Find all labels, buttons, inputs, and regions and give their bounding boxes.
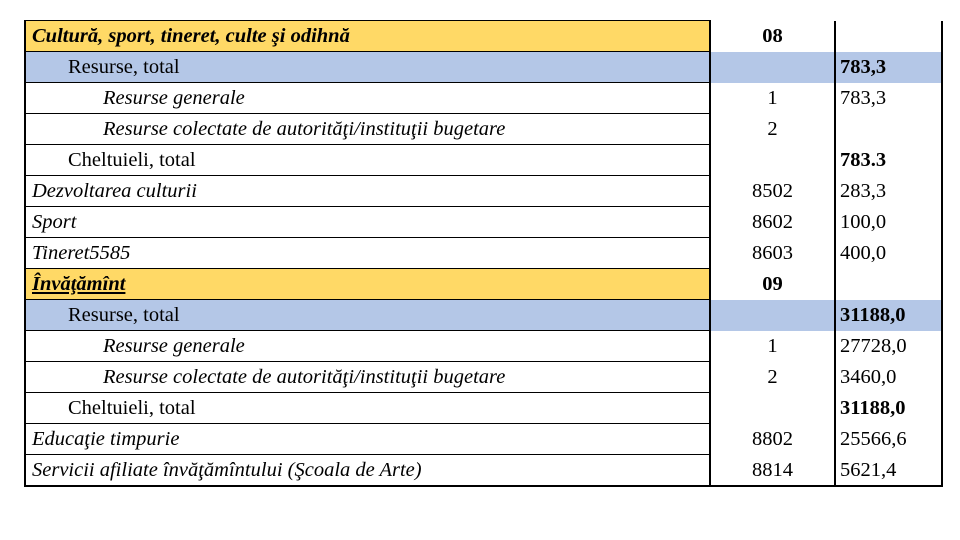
- row-code: 2: [710, 114, 835, 145]
- row-name: Resurse, total: [25, 52, 710, 83]
- row-value: 31188,0: [835, 393, 942, 424]
- row-code: 8502: [710, 176, 835, 207]
- row-value: 783,3: [835, 52, 942, 83]
- row-value: 5621,4: [835, 455, 942, 487]
- row-code: 09: [710, 269, 835, 300]
- row-code: [710, 52, 835, 83]
- row-value: [835, 269, 942, 300]
- row-value: 400,0: [835, 238, 942, 269]
- row-value: 283,3: [835, 176, 942, 207]
- table-row: [25, 331, 942, 362]
- row-name: Resurse colectate de autorităţi/instituţii bugetare: [25, 362, 710, 393]
- row-name: Cheltuieli, total: [25, 145, 710, 176]
- row-name: Cheltuieli, total: [25, 393, 710, 424]
- budget-table: [24, 20, 943, 487]
- row-name: Cultură, sport, tineret, culte şi odihnă: [25, 21, 710, 52]
- row-value: [835, 114, 942, 145]
- table-row: [25, 269, 942, 300]
- row-code: 8814: [710, 455, 835, 487]
- row-code: [710, 393, 835, 424]
- row-code: 2: [710, 362, 835, 393]
- budget-table-container: [24, 20, 941, 487]
- row-name: Tineret5585: [25, 238, 710, 269]
- table-row: [25, 176, 942, 207]
- row-code: 8802: [710, 424, 835, 455]
- row-name: Sport: [25, 207, 710, 238]
- row-name: Servicii afiliate învăţămîntului (Şcoala de Arte): [25, 455, 710, 487]
- table-row: [25, 52, 942, 83]
- table-row: [25, 145, 942, 176]
- table-row: [25, 362, 942, 393]
- row-name: Resurse colectate de autorităţi/instituţii bugetare: [25, 114, 710, 145]
- row-value: 27728,0: [835, 331, 942, 362]
- table-row: [25, 455, 942, 487]
- row-code: [710, 300, 835, 331]
- row-code: 8602: [710, 207, 835, 238]
- table-row: [25, 424, 942, 455]
- row-value: 3460,0: [835, 362, 942, 393]
- row-name: Dezvoltarea culturii: [25, 176, 710, 207]
- table-row: [25, 393, 942, 424]
- row-value: 100,0: [835, 207, 942, 238]
- row-value: 783,3: [835, 83, 942, 114]
- table-row: [25, 207, 942, 238]
- row-value: 25566,6: [835, 424, 942, 455]
- row-name: Resurse, total: [25, 300, 710, 331]
- table-row: [25, 21, 942, 52]
- row-value: 31188,0: [835, 300, 942, 331]
- table-row: [25, 83, 942, 114]
- row-code: 1: [710, 331, 835, 362]
- row-code: 1: [710, 83, 835, 114]
- row-name: Învăţămînt: [25, 269, 710, 300]
- table-row: [25, 238, 942, 269]
- row-name: Resurse generale: [25, 83, 710, 114]
- table-row: [25, 114, 942, 145]
- row-code: 08: [710, 21, 835, 52]
- row-name: Educaţie timpurie: [25, 424, 710, 455]
- row-value: 783.3: [835, 145, 942, 176]
- row-name: Resurse generale: [25, 331, 710, 362]
- row-value: [835, 21, 942, 52]
- table-row: [25, 300, 942, 331]
- row-code: 8603: [710, 238, 835, 269]
- row-code: [710, 145, 835, 176]
